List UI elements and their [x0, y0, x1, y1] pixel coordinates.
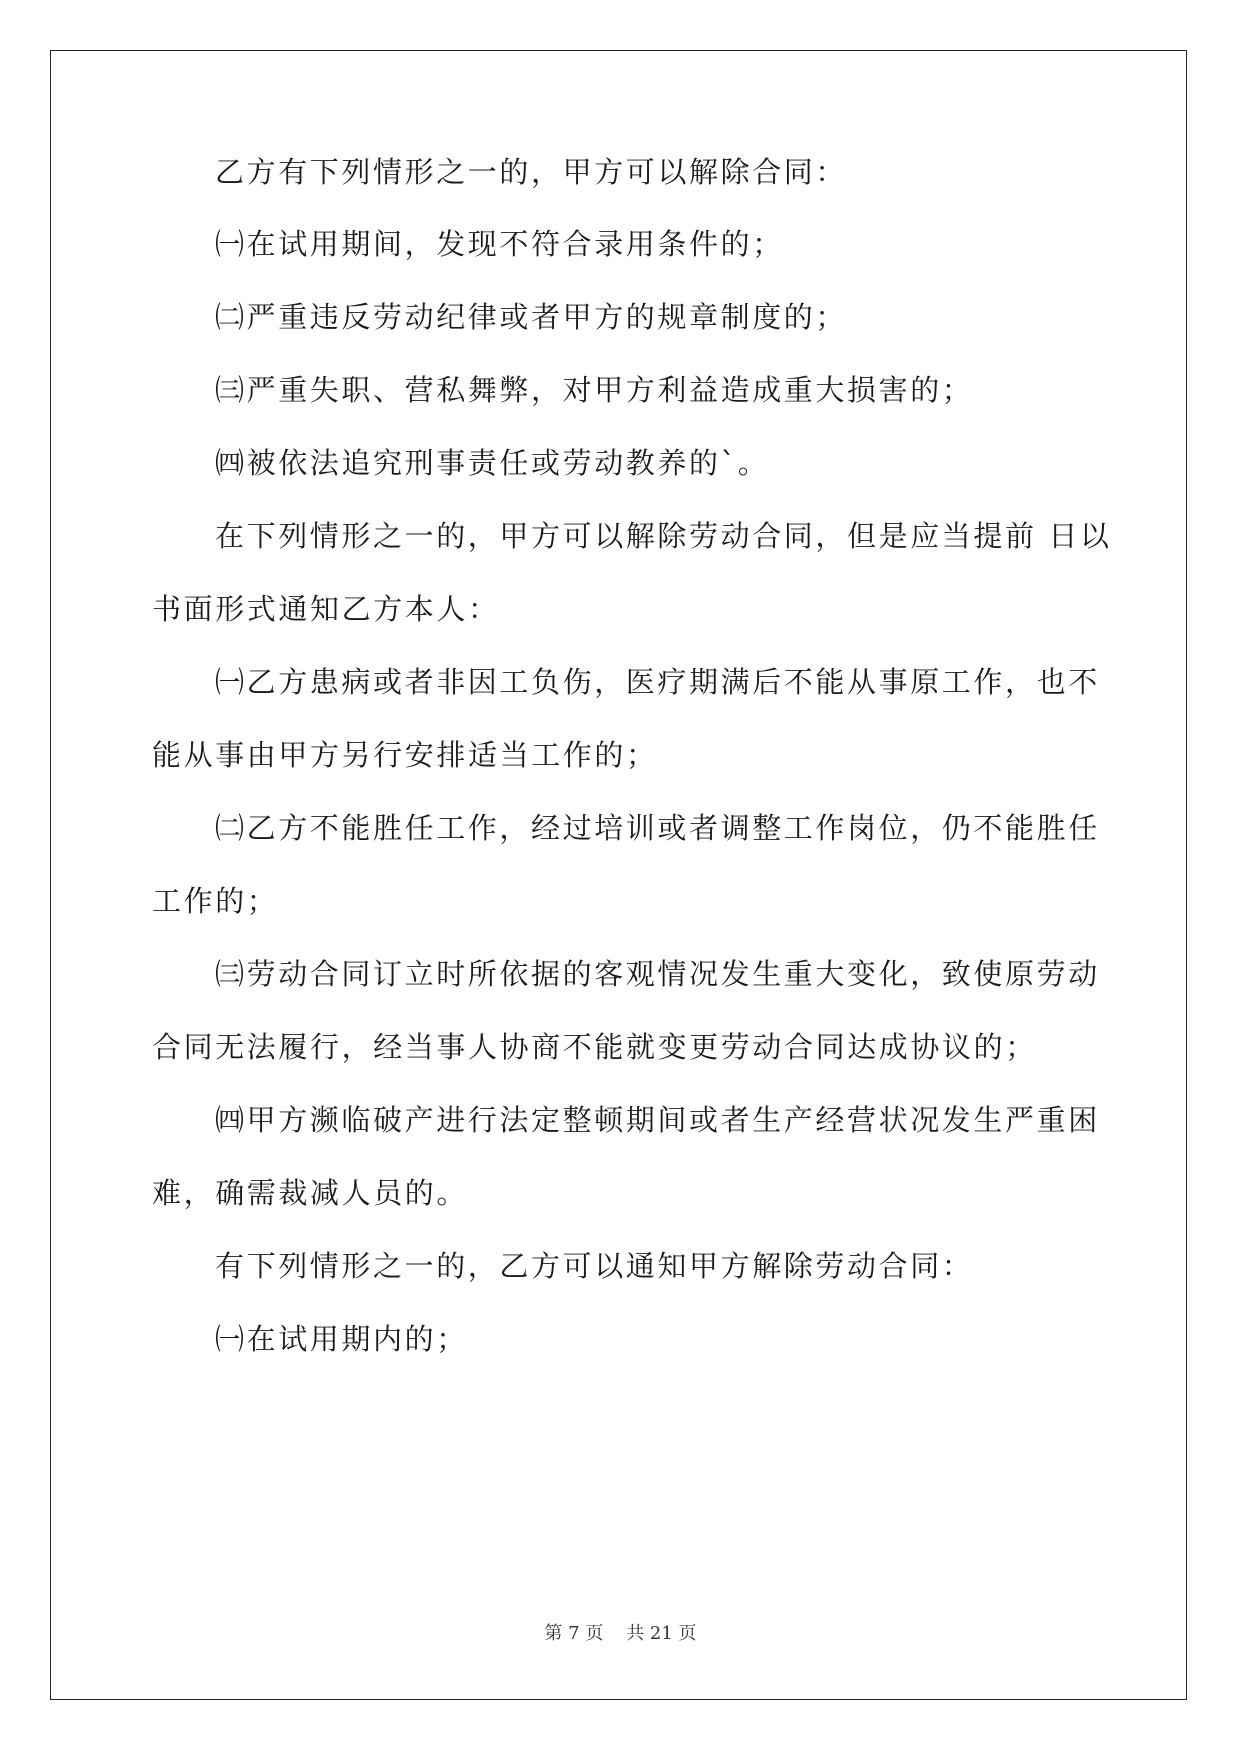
paragraph-line: ㈠乙方患病或者非因工负伤，医疗期满后不能从事原工作，也不 [215, 665, 1100, 699]
paragraph-line: 有下列情形之一的，乙方可以通知甲方解除劳动合同： [215, 1249, 974, 1283]
paragraph-line: 乙方有下列情形之一的，甲方可以解除合同： [215, 155, 848, 189]
paragraph-line: ㈡严重违反劳动纪律或者甲方的规章制度的； [215, 300, 848, 334]
paragraph-line: ㈣甲方濒临破产进行法定整顿期间或者生产经营状况发生严重困 [215, 1103, 1100, 1137]
paragraph-line: 书面形式通知乙方本人： [152, 592, 500, 626]
paragraph-line: ㈡乙方不能胜任工作，经过培训或者调整工作岗位，仍不能胜任 [215, 811, 1100, 845]
paragraph-line: 合同无法履行，经当事人协商不能就变更劳动合同达成协议的； [152, 1030, 1037, 1064]
page-number-label: 第 7 页 共 21 页 [544, 1623, 697, 1644]
paragraph-line: ㈢严重失职、营私舞弊，对甲方利益造成重大损害的； [215, 373, 974, 407]
paragraph-line: 能从事由甲方另行安排适当工作的； [152, 738, 658, 772]
paragraph-line: 在下列情形之一的，甲方可以解除劳动合同，但是应当提前 日以 [215, 519, 1112, 553]
page-number-footer [0, 1622, 1241, 1646]
paragraph-line: 工作的； [152, 884, 279, 918]
paragraph-line: ㈢劳动合同订立时所依据的客观情况发生重大变化，致使原劳动 [215, 957, 1100, 991]
paragraph-line: ㈠在试用期间，发现不符合录用条件的； [215, 227, 784, 261]
paragraph-line: ㈠在试用期内的； [215, 1322, 468, 1356]
paragraph-line: ㈣被依法追究刑事责任或劳动教养的`。 [215, 446, 770, 480]
paragraph-line: 难，确需裁减人员的。 [152, 1176, 469, 1210]
